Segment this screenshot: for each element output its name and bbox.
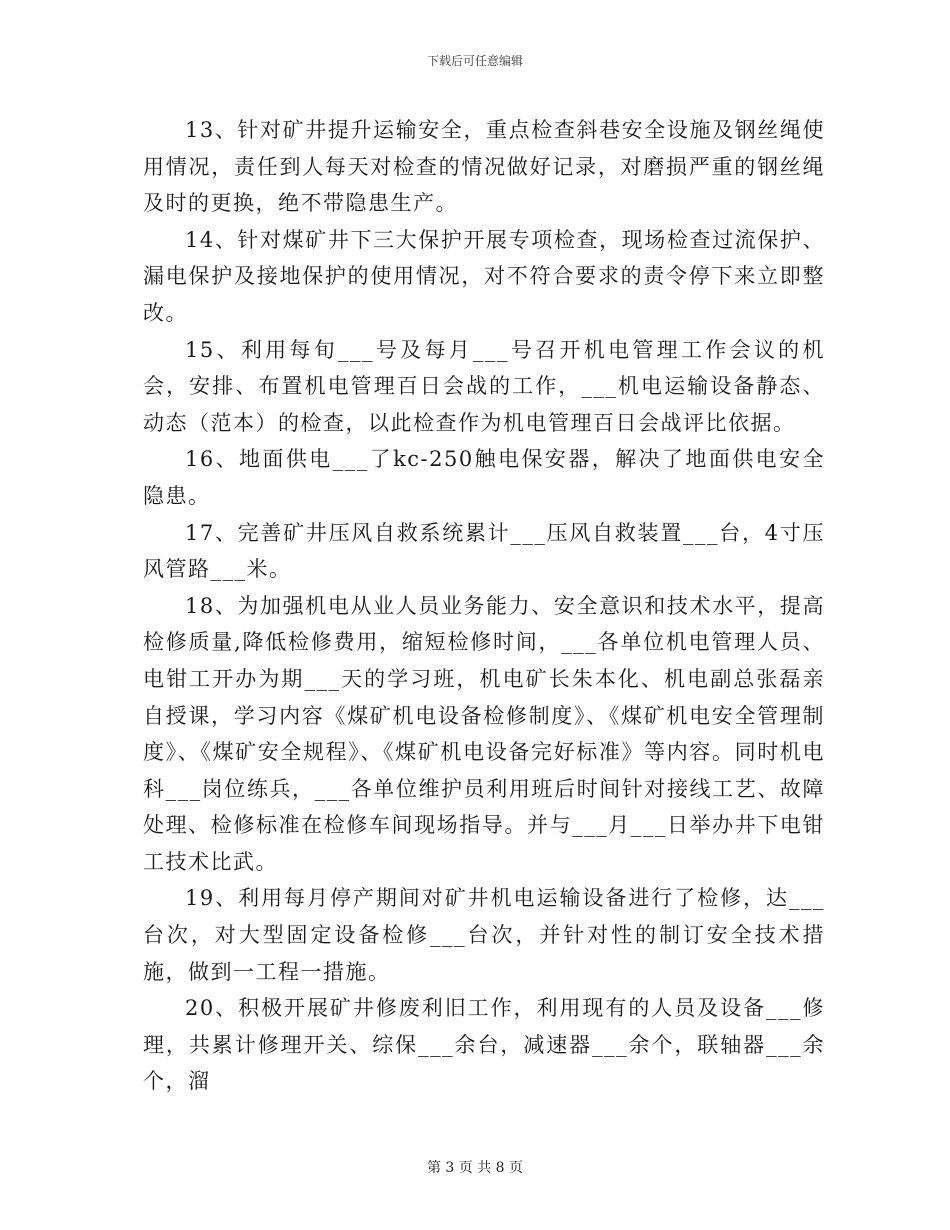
paragraph-19: 19、利用每月停产期间对矿井机电运输设备进行了检修，达___台次，对大型固定设备检修___台次，并针对性的制订安全技术措施，做到一工程一措施。 — [143, 886, 825, 984]
paragraph-16: 16、地面供电___了kc-250触电保安器，解决了地面供电安全隐患。 — [143, 447, 825, 508]
paragraph-14: 14、针对煤矿井下三大保护开展专项检查，现场检查过流保护、漏电保护及接地保护的使用情况，对不符合要求的责令停下来立即整改。 — [143, 227, 825, 325]
document-body — [143, 112, 825, 1100]
page-header: 下载后可任意编辑 — [426, 54, 523, 68]
paragraph-17: 17、完善矿井压风自救系统累计___压风自救装置___台，4寸压风管路___米。 — [143, 520, 825, 582]
paragraph-20: 20、积极开展矿井修废利旧工作，利用现有的人员及设备___修理，共累计修理开关、综保___余台，减速器___余个，联轴器___余个，溜 — [143, 996, 825, 1094]
paragraph-18: 18、为加强机电从业人员业务能力、安全意识和技术水平，提高检修质量,降低检修费用，缩短检修时间，___各单位机电管理人员、电钳工开办为期___天的学习班，机电矿长朱本化、机电副总张磊亲自授课，学习内容《煤矿机电设备检修制度》、《煤矿机电安全管理制度》、《煤矿安全规程》、《煤矿机电设备完好标准》等内容。同时机电科___岗位练兵，___各单位维护员利用班后时间针对接线工艺、故障处理、检修标准在检修车间现场指导。并与___月___日举办井下电钳工技术比武。 — [143, 593, 825, 874]
page-number: 第 3 页 共 8 页 — [426, 1160, 524, 1176]
paragraph-13: 13、针对矿井提升运输安全，重点检查斜巷安全设施及钢丝绳使用情况，责任到人每天对检查的情况做好记录，对磨损严重的钢丝绳及时的更换，绝不带隐患生产。 — [143, 118, 825, 216]
paragraph-15: 15、利用每旬___号及每月___号召开机电管理工作会议的机会，安排、布置机电管理百日会战的工作，___机电运输设备静态、动态（范本）的检查，以此检查作为机电管理百日会战评比依据。 — [143, 337, 825, 435]
